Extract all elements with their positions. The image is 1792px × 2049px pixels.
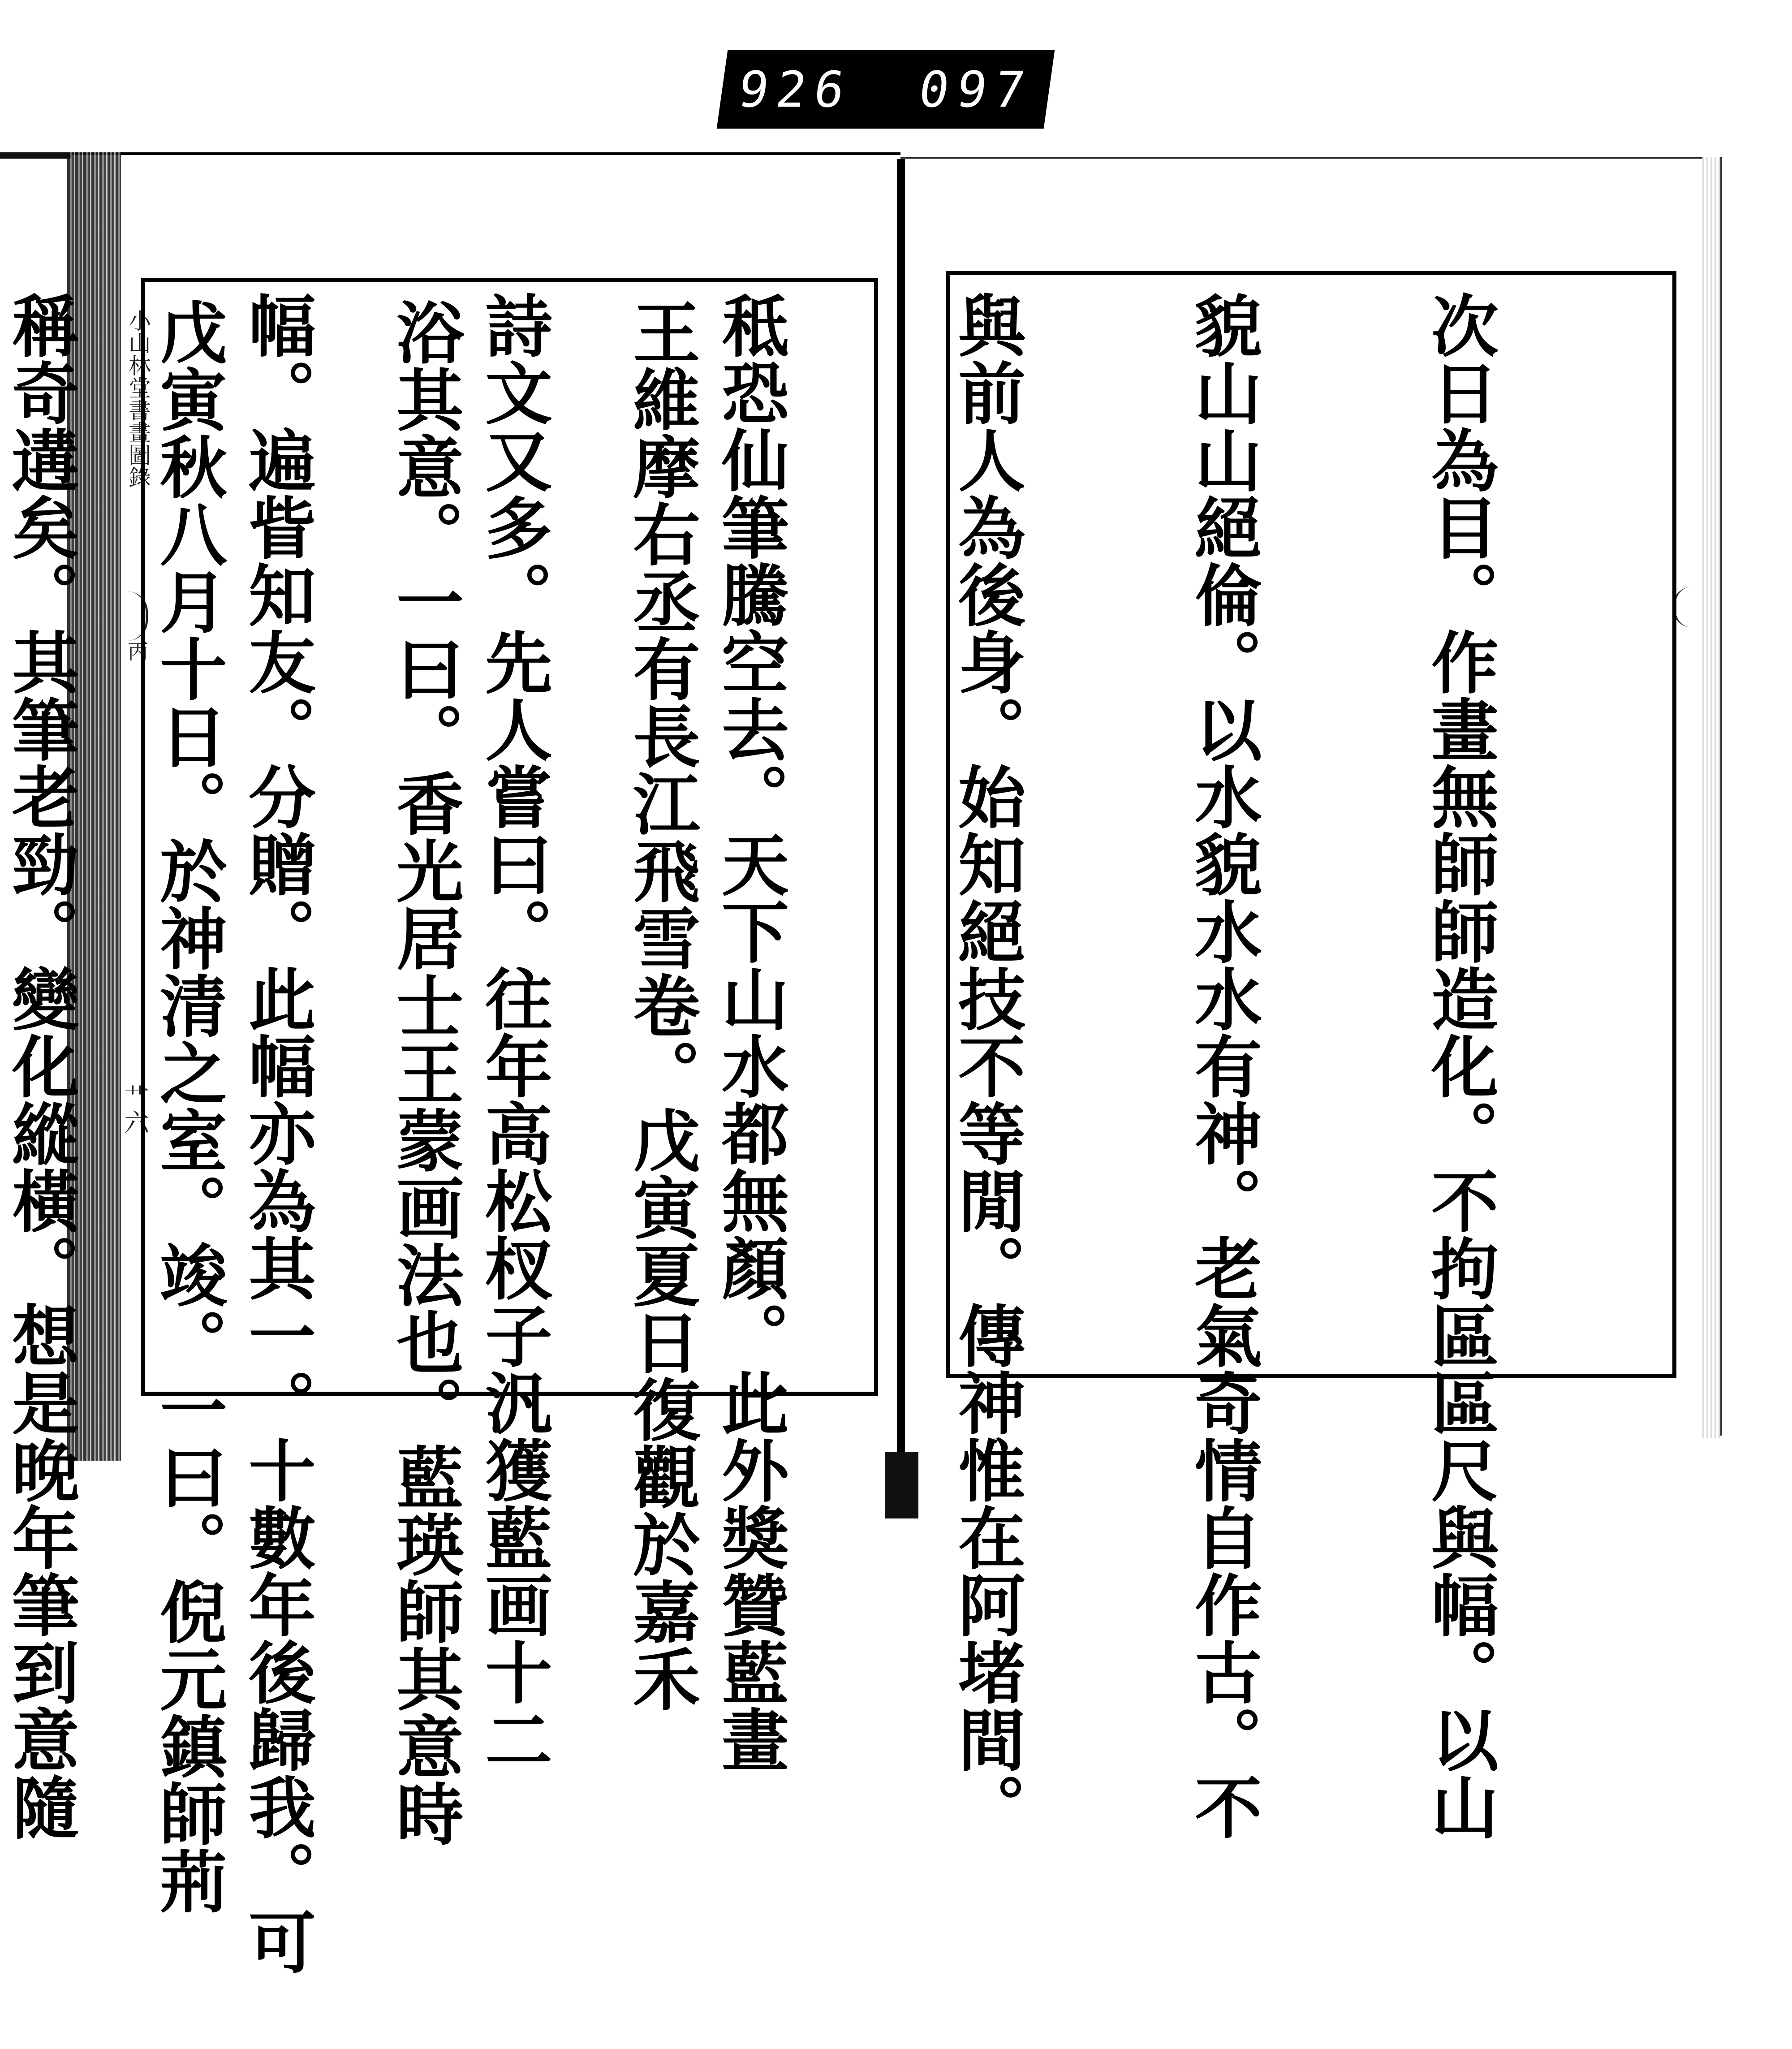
text-column: 詩文又多。先人嘗曰。往年高松杈子汎獲藍画十二 [474, 291, 552, 1773]
film-frame-label [717, 50, 1055, 129]
margin-volume-mark: 丙 [125, 641, 149, 661]
gutter-bottom-shadow [885, 1452, 918, 1518]
text-column: 秪恐仙筆騰空去。天下山水都無顏。此外獎贊藍畫 [710, 291, 789, 1773]
text-column: 稱奇遘矣。其筆老勁。變化縱橫。想是晚年筆到意隨 [0, 291, 79, 1840]
text-column: 與前人為後身。始知絕技不等閒。傳神惟在阿堵間。 [947, 291, 1025, 1840]
text-column: 戊寅秋八月十日。於神清之室。竣。一曰。倪元鎮師荊 [148, 298, 227, 1915]
film-reel-number: 926 [735, 60, 856, 118]
text-column: 次日為目。作畫無師師造化。不拘區區尺與幅。以山 [1420, 291, 1499, 1840]
right-page-edge [1702, 157, 1720, 1438]
margin-book-title: 小山林堂書畫圖錄 [125, 309, 151, 488]
text-column: 王維摩右丞有長江飛雪卷。戊寅夏日復觀於嘉禾 [621, 298, 700, 1713]
book-spine-top-edge [0, 152, 72, 159]
text-column: 浴其意。一曰。香光居士王蒙画法也。藍瑛師其意時 [385, 298, 464, 1847]
text-column: 貌山山絕倫。以水貌水水有神。老氣奇情自作古。不 [1183, 291, 1262, 1840]
film-frame-number: 097 [915, 60, 1037, 118]
text-column: 幅。遍眥知友。分贈。此幅亦為其一。十數年後歸我。可 [237, 291, 316, 1975]
folio-number: 艹六 [120, 1084, 149, 1134]
